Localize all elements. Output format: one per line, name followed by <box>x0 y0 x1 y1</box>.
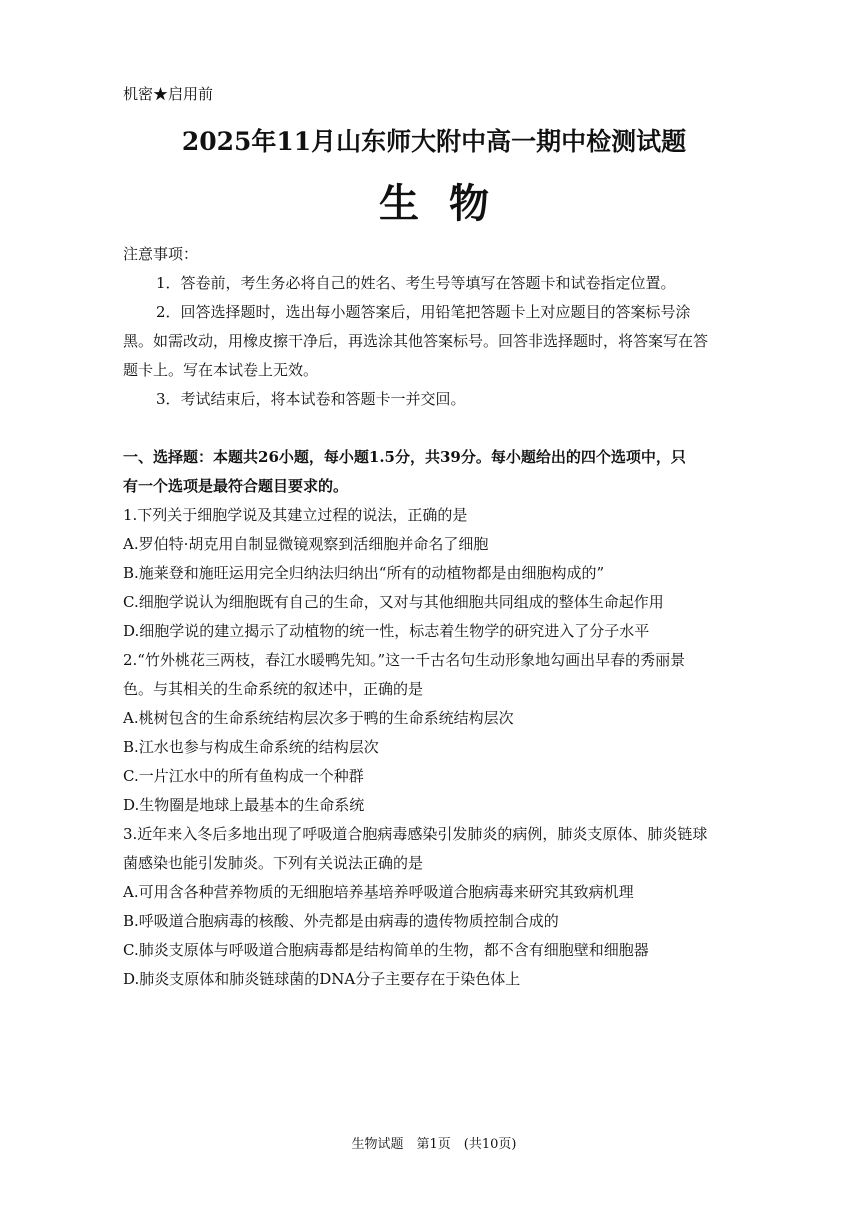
q2-option-c: C.一片江水中的所有鱼构成一个种群 <box>123 767 364 785</box>
q2-stem-line-1: 2.“竹外桃花三两枝，春江水暖鸭先知。”这一千古名句生动形象地勾画出早春的秀丽景 <box>123 651 686 669</box>
notice-item-2-line-2: 黑。如需改动，用橡皮擦干净后，再选涂其他答案标号。回答非选择题时，将答案写在答 <box>123 332 709 350</box>
subject-title: 生物 <box>379 180 519 227</box>
exam-title: 2025年11月山东师大附中高一期中检测试题 <box>181 127 687 156</box>
q3-option-c: C.肺炎支原体与呼吸道合胞病毒都是结构简单的生物，都不含有细胞壁和细胞器 <box>123 941 649 959</box>
section-heading-line-1: 一、选择题：本题共26小题，每小题1.5分，共39分。每小题给出的四个选项中，只 <box>123 448 686 466</box>
q1-option-c: C.细胞学说认为细胞既有自己的生命，又对与其他细胞共同组成的整体生命起作用 <box>123 593 664 611</box>
confidential-label: 机密★启用前 <box>123 85 214 103</box>
notice-item-2-line-1: 2．回答选择题时，选出每小题答案后，用铅笔把答题卡上对应题目的答案标号涂 <box>156 303 691 321</box>
q2-stem-line-2: 色。与其相关的生命系统的叙述中，正确的是 <box>123 680 424 698</box>
q3-option-a: A.可用含各种营养物质的无细胞培养基培养呼吸道合胞病毒来研究其致病机理 <box>123 883 634 901</box>
q2-option-b: B.江水也参与构成生命系统的结构层次 <box>123 738 379 756</box>
section-heading-line-2: 有一个选项是最符合题目要求的。 <box>123 477 349 495</box>
q1-option-b: B.施莱登和施旺运用完全归纳法归纳出“所有的动植物都是由细胞构成的” <box>123 564 605 582</box>
notice-item-2-line-3: 题卡上。写在本试卷上无效。 <box>123 361 319 379</box>
q1-option-d: D.细胞学说的建立揭示了动植物的统一性，标志着生物学的研究进入了分子水平 <box>123 622 650 640</box>
q3-stem-line-1: 3.近年来入冬后多地出现了呼吸道合胞病毒感染引发肺炎的病例，肺炎支原体、肺炎链球 <box>123 825 708 843</box>
page-footer: 生物试题 第1页 (共10页) <box>351 1137 517 1152</box>
q2-option-d: D.生物圈是地球上最基本的生命系统 <box>123 796 365 814</box>
q1-option-a: A.罗伯特·胡克用自制显微镜观察到活细胞并命名了细胞 <box>123 535 489 553</box>
notice-heading: 注意事项： <box>123 245 199 263</box>
q1-stem: 1.下列关于细胞学说及其建立过程的说法，正确的是 <box>123 506 468 524</box>
notice-item-3: 3．考试结束后，将本试卷和答题卡一并交回。 <box>156 390 466 408</box>
q3-stem-line-2: 菌感染也能引发肺炎。下列有关说法正确的是 <box>123 854 424 872</box>
q3-option-b: B.呼吸道合胞病毒的核酸、外壳都是由病毒的遗传物质控制合成的 <box>123 912 559 930</box>
notice-item-1: 1．答卷前，考生务必将自己的姓名、考生号等填写在答题卡和试卷指定位置。 <box>156 274 676 292</box>
q2-option-a: A.桃树包含的生命系统结构层次多于鸭的生命系统结构层次 <box>123 709 514 727</box>
q3-option-d: D.肺炎支原体和肺炎链球菌的DNA分子主要存在于染色体上 <box>123 970 521 988</box>
